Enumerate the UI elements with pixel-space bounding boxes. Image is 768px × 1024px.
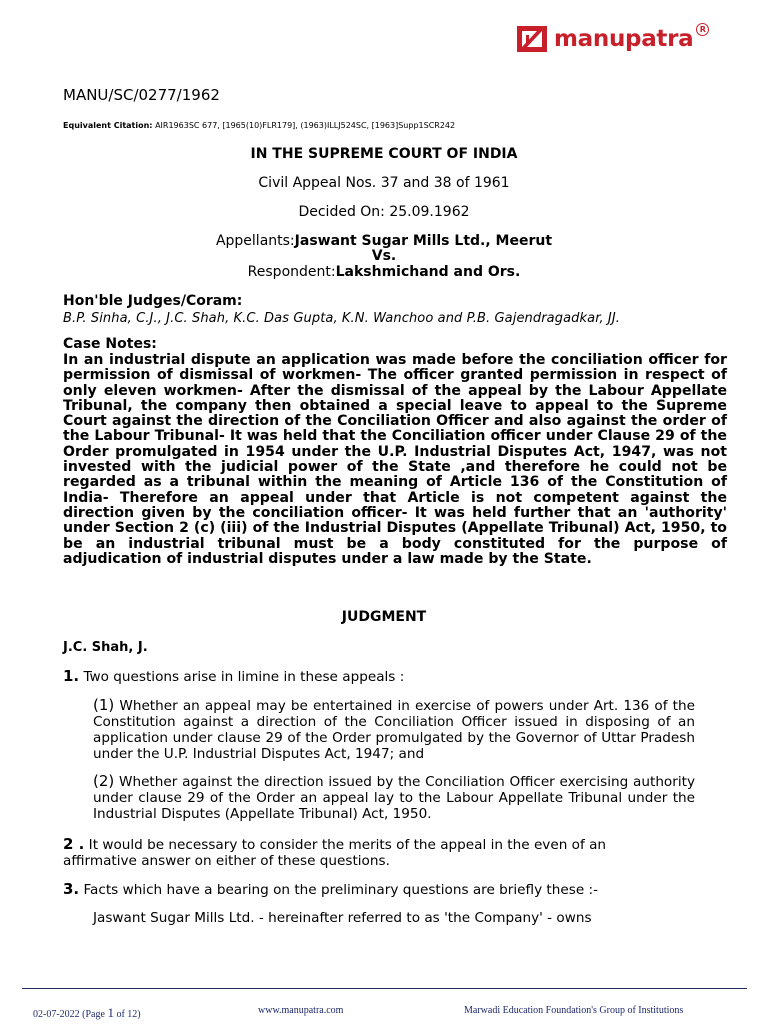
civil-appeal-number: Civil Appeal Nos. 37 and 38 of 1961 <box>258 175 510 191</box>
judgment-heading: JUDGMENT <box>341 609 427 625</box>
equivalent-citation-label: Equivalent Citation: <box>63 121 153 130</box>
manu-citation: MANU/SC/0277/1962 <box>63 86 220 104</box>
sub-point-1-number: (1) <box>93 696 115 714</box>
court-name: IN THE SUPREME COURT OF INDIA <box>250 146 518 162</box>
appellants-name: Jaswant Sugar Mills Ltd., Meerut <box>294 233 553 249</box>
paragraph-4-start: Jaswant Sugar Mills Ltd. - hereinafter referred to as 'the Company' - owns <box>93 910 592 926</box>
paragraph-1 <box>63 668 404 685</box>
footer-website-link[interactable]: www.manupatra.com <box>258 1005 344 1016</box>
paragraph-1-number: 1. <box>63 667 80 685</box>
sub-point-2-text: Whether against the direction issued by the Conciliation Officer exercising authority under clause 29 of the Order an appeal lay to the Labour Appellate Tribunal under the Industrial Disputes (Appellate Tribunal) Act, 1950. <box>93 774 695 822</box>
sub-point-1-text: Whether an appeal may be entertained in exercise of powers under Art. 136 of the Constitution against a direction of the Conciliation Officer issued in disposing of an application under clause 29 of the Order promulgated by the Governor of Uttar Pradesh under the U.P. Industrial Disputes Act, 1947; and <box>93 698 695 762</box>
respondent-label: Respondent: <box>247 264 336 280</box>
appellants-label: Appellants: <box>215 233 295 249</box>
appellants-line <box>0 233 768 249</box>
footer-institution: Marwadi Education Foundation's Group of Institutions <box>464 1005 684 1016</box>
judges-names: B.P. Sinha, C.J., J.C. Shah, K.C. Das Gupta, K.N. Wanchoo and P.B. Gajendragadkar, JJ. <box>63 311 621 326</box>
equivalent-citation <box>63 121 455 130</box>
equivalent-citation-value: AIR1963SC 677, [1965(10)FLR179], (1963)ILLJ524SC, [1963]Supp1SCR242 <box>155 121 456 130</box>
case-notes-text: In an industrial dispute an application was made before the conciliation officer for permission of dismissal of workmen- The officer granted permission in respect of only eleven workmen- After the dismissal of the appeal by the Labour Appellate Tribunal, the company then obtained a special leave to appeal to the Supreme Court against the direction of the Conciliation Officer and also against the order of the Labour Tribunal- It was held that the Conciliation officer under Clause 29 of the Order promulgated in 1954 under the U.P. Industrial Disputes Act, 1947, was not invested with the judicial power of the State ,and therefore he could not be regarded as a tribunal within the meaning of Article 136 of the Constitution of India- Therefore an appeal under that Article is not competent against the direction given by the conciliation officer- It was held further that an 'authority' under Section 2 (c) (iii) of the Industrial Disputes (Appellate Tribunal) Act, 1950, to be an industrial tribunal must be a body constituted for the purpose of adjudication of industrial disputes under a law made by the State. <box>63 352 727 567</box>
manupatra-logo <box>516 22 706 56</box>
footer-date: 02-07-2022 (Page <box>33 1009 108 1020</box>
manupatra-wordmark: manupatra <box>554 26 694 52</box>
sub-point-2 <box>93 773 695 822</box>
versus: Vs. <box>371 248 397 264</box>
paragraph-2-text: It would be necessary to consider the merits of the appeal in the even of an affirmative answer on either of these questions. <box>63 837 607 869</box>
paragraph-2-number: 2 . <box>63 835 85 853</box>
footer-page-total: of 12) <box>113 1009 141 1020</box>
judgment-author: J.C. Shah, J. <box>63 640 148 655</box>
paragraph-3-text: Facts which have a bearing on the preliminary questions are briefly these :- <box>79 882 598 898</box>
paragraph-2 <box>63 836 663 869</box>
decided-on-date: Decided On: 25.09.1962 <box>298 204 470 220</box>
case-notes-heading: Case Notes: <box>63 336 157 352</box>
respondent-line <box>0 264 768 280</box>
respondent-name: Lakshmichand and Ors. <box>335 264 521 280</box>
manupatra-logo-mark-icon <box>516 24 550 54</box>
footer-divider <box>22 988 747 989</box>
judges-heading: Hon'ble Judges/Coram: <box>63 293 243 309</box>
footer-page-info <box>33 1005 141 1021</box>
sub-point-1 <box>93 697 695 762</box>
paragraph-3 <box>63 881 598 898</box>
registered-mark-icon: R <box>696 23 709 36</box>
paragraph-1-text: Two questions arise in limine in these appeals : <box>79 669 405 685</box>
footer-page-number: 1 <box>107 1005 114 1020</box>
sub-point-2-number: (2) <box>93 772 115 790</box>
paragraph-3-number: 3. <box>63 880 80 898</box>
